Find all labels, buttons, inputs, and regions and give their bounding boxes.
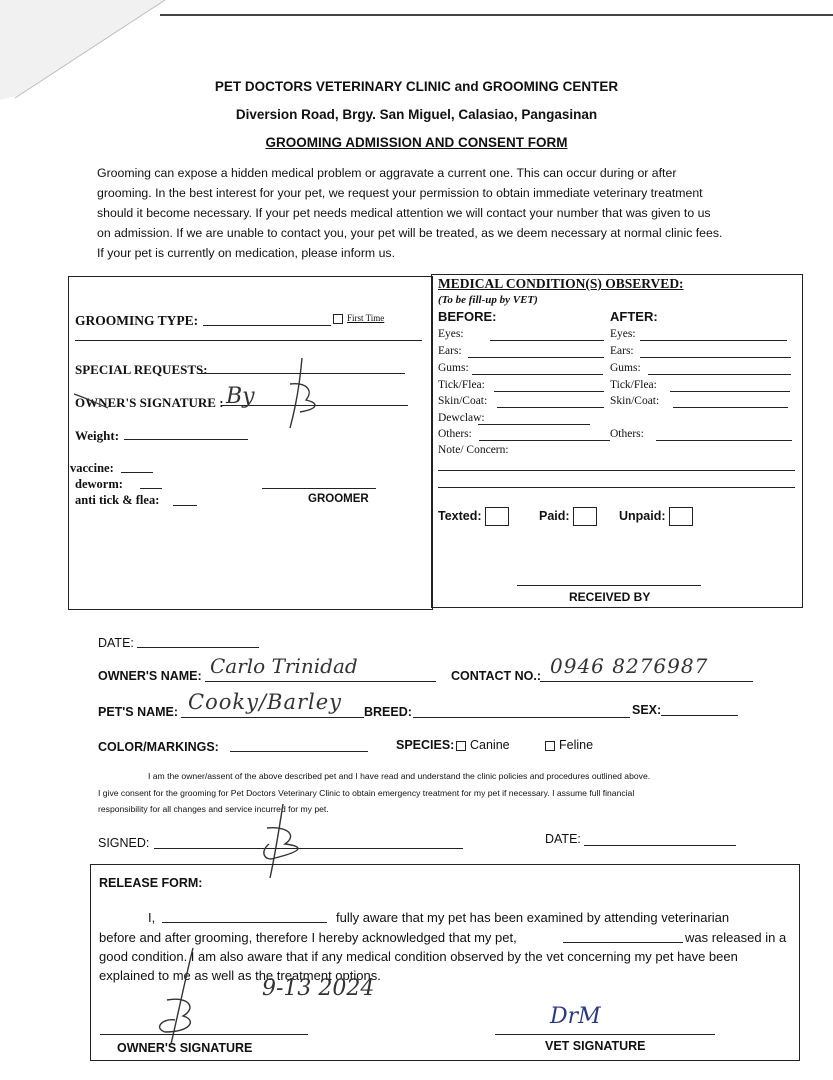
medical-box [431, 274, 803, 608]
intro-line-5: If your pet is currently on medication, please inform us. [97, 246, 395, 260]
breed-label: BREED: [364, 705, 412, 719]
color-label: COLOR/MARKINGS: [98, 740, 219, 754]
after-item-field[interactable] [670, 391, 790, 392]
pet-name-label: PET'S NAME: [98, 705, 179, 719]
texted-checkbox[interactable] [438, 507, 509, 526]
after-item-field[interactable] [648, 374, 791, 375]
pet-name-value: Cooky/Barley [188, 690, 343, 714]
intro-line-1: Grooming can expose a hidden medical problem or aggravate a current one. This can occur during or after [97, 166, 677, 180]
clinic-address: Diversion Road, Brgy. San Miguel, Calasiao, Pangasinan [235, 107, 598, 122]
canine-label: Canine [470, 738, 510, 752]
breed-field[interactable] [413, 717, 630, 718]
after-item-field[interactable] [673, 407, 788, 408]
sex-field[interactable] [661, 715, 738, 716]
consent-line-3: responsibility for all changes and service incurred for my pet. [98, 804, 329, 814]
checkbox-icon [669, 507, 693, 526]
unpaid-label: Unpaid: [619, 508, 666, 523]
contact-value: 0946 8276987 [550, 654, 709, 678]
release-line-2a: before and after grooming, therefore I hereby acknowledged that my pet, [99, 930, 517, 945]
anti-tick-field[interactable] [173, 505, 197, 506]
release-line-1b: fully aware that my pet has been examined by attending veterinarian [336, 910, 730, 925]
after-item-label: Gums: [610, 362, 641, 374]
pet-name-field[interactable] [181, 717, 364, 718]
received-by-label: RECEIVED BY [569, 590, 651, 604]
feline-label: Feline [559, 738, 594, 752]
before-item-field[interactable] [494, 391, 604, 392]
before-item-label: Gums: [438, 362, 469, 374]
release-date-value: 9-13 2024 [262, 976, 375, 1001]
checkbox-icon [333, 314, 343, 324]
before-item-field[interactable] [497, 407, 604, 408]
intro-line-3: should it become necessary. If your pet needs medical attention we will contact your number that was given to us [97, 206, 711, 220]
before-item-field[interactable] [479, 440, 610, 441]
groomer-signature-line[interactable] [262, 488, 376, 489]
before-item-field[interactable] [478, 424, 590, 425]
texted-label: Texted: [438, 508, 482, 523]
intro-line-4: on admission. If we are unable to contact you, your pet will be treated, as we deem necessary at normal clinic fees. [97, 226, 723, 240]
grooming-type-field[interactable] [203, 325, 331, 326]
canine-option[interactable] [456, 738, 510, 752]
signed-label: SIGNED: [98, 836, 150, 850]
weight-label: Weight: [75, 428, 120, 443]
owner-signature-value: By [226, 384, 255, 409]
before-item-field[interactable] [490, 340, 604, 341]
before-item-label: Skin/Coat: [438, 395, 488, 407]
release-owner-signature-label: OWNER'S SIGNATURE [117, 1041, 253, 1055]
after-item-label: Skin/Coat: [610, 395, 660, 407]
feline-option[interactable] [545, 738, 593, 752]
consent-date-label: DATE: [545, 832, 581, 846]
before-item-label: Ears: [438, 345, 462, 357]
before-item-label: Tick/Flea: [438, 379, 485, 391]
form-title: GROOMING ADMISSION AND CONSENT FORM [265, 135, 568, 150]
release-pet-field[interactable] [563, 942, 683, 943]
grooming-type-label: GROOMING TYPE: [75, 313, 199, 328]
before-item-field[interactable] [472, 374, 603, 375]
checkbox-icon [573, 507, 597, 526]
owner-name-field[interactable] [205, 681, 436, 682]
before-item-label: Eyes: [438, 328, 464, 340]
before-item-field[interactable] [468, 357, 604, 358]
sex-label: SEX: [632, 703, 662, 717]
grooming-type-extra-line [75, 340, 422, 341]
clinic-name: PET DOCTORS VETERINARY CLINIC and GROOMING CENTER [214, 79, 619, 94]
owner-signature-label: OWNER'S SIGNATURE : [75, 395, 224, 410]
note-label: Note/ Concern: [438, 444, 509, 456]
consent-line-1: I am the owner/assent of the above described pet and I have read and understand the clinic policies and procedures outlined above. [148, 771, 651, 781]
medical-title: MEDICAL CONDITION(S) OBSERVED: [438, 276, 684, 291]
after-item-label: Tick/Flea: [610, 379, 657, 391]
date-label: DATE: [98, 636, 134, 650]
anti-tick-label: anti tick & flea: [75, 493, 160, 507]
before-item-label: Dewclaw: [438, 412, 485, 424]
deworm-field[interactable] [140, 488, 162, 489]
vet-signature-line[interactable] [495, 1034, 715, 1035]
received-by-line[interactable] [517, 585, 701, 586]
owner-signature-line[interactable] [100, 1034, 308, 1035]
before-label: BEFORE: [438, 309, 497, 324]
signature-scribble [270, 356, 330, 431]
checkbox-icon [456, 741, 466, 751]
note-line-2[interactable] [438, 487, 795, 488]
vaccine-label: vaccine: [70, 461, 114, 475]
medical-subtitle: (To be fill-up by VET) [438, 294, 538, 306]
release-title: RELEASE FORM: [99, 876, 203, 890]
groomer-label: GROOMER [308, 493, 369, 505]
species-label: SPECIES: [396, 738, 455, 752]
after-item-label: Others: [610, 428, 644, 440]
checkbox-icon [485, 507, 509, 526]
consent-line-2: I give consent for the grooming for Pet Doctors Veterinary Clinic to obtain emergency treatment for my pet if necessary. I assume full financial [98, 788, 635, 798]
after-item-label: Eyes: [610, 328, 636, 340]
release-line-1a: I, [148, 910, 156, 925]
vet-initials-value: DrM [550, 1004, 601, 1029]
first-time-checkbox[interactable] [333, 313, 384, 324]
release-line-2b: was released in a [685, 930, 787, 945]
before-item-label: Others: [438, 428, 472, 440]
release-line-4: explained to me as well as the treatment options. [99, 968, 381, 983]
unpaid-checkbox[interactable] [619, 507, 693, 526]
checkbox-icon [545, 741, 555, 751]
release-line-3: good condition. I am also aware that if any medical condition observed by the vet concerning my pet have been [99, 949, 738, 964]
consent-date-field[interactable] [584, 845, 736, 846]
vet-signature-label: VET SIGNATURE [545, 1039, 646, 1053]
paid-label: Paid: [539, 508, 570, 523]
after-item-field[interactable] [656, 440, 792, 441]
after-label: AFTER: [610, 309, 658, 324]
top-edge-line [160, 14, 833, 16]
contact-label: CONTACT NO.: [451, 669, 542, 683]
intro-line-2: grooming. In the best interest for your pet, we request your permission to obtain immediate veterinary treatment [97, 186, 703, 200]
after-item-field[interactable] [640, 357, 791, 358]
weight-field[interactable] [124, 439, 248, 440]
deworm-label: deworm: [75, 477, 123, 491]
owner-name-value: Carlo Trinidad [210, 654, 358, 678]
vaccine-field[interactable] [121, 472, 153, 473]
first-time-label: First Time [347, 313, 385, 323]
contact-field[interactable] [540, 681, 753, 682]
strikethrough-mark [72, 390, 112, 410]
release-owner-field[interactable] [162, 922, 327, 923]
owner-name-label: OWNER'S NAME: [98, 669, 202, 683]
special-requests-label: SPECIAL REQUESTS: [75, 362, 208, 377]
after-item-label: Ears: [610, 345, 634, 357]
after-item-field[interactable] [640, 340, 787, 341]
note-line-1[interactable] [438, 470, 795, 471]
date-field[interactable] [137, 647, 259, 648]
paid-checkbox[interactable] [539, 507, 597, 526]
color-field[interactable] [230, 751, 368, 752]
